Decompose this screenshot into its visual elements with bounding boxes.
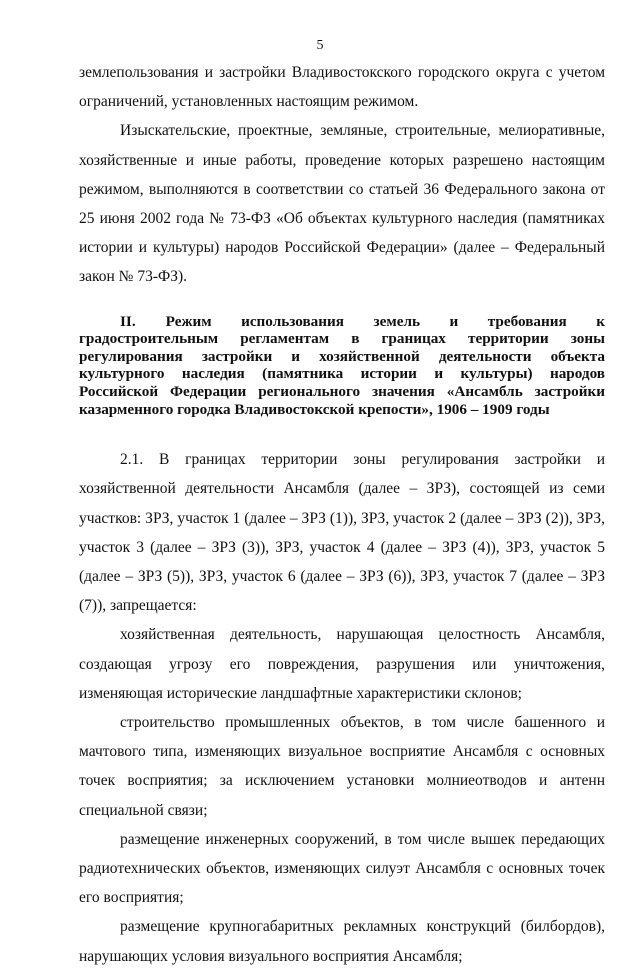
paragraph-survey-works: Изыскательские, проектные, земляные, строительные, мелиоративные, хозяйственные и иные работы, проведение которых разрешено настоящим режимом, выполняются в соответствии со статьей 36 Федерального закона от 25 июня 2002 года № 73-ФЗ «Об объектах культурного наследия (памятниках истории и культуры) народов Российской Федерации» (далее – Федеральный закон № 73-ФЗ). — [79, 122, 605, 286]
paragraph-prohibition-engineering-structures: размещение инженерных сооружений, в том числе вышек передающих радиотехнических объектов, изменяющих силуэт Ансамбля с основных точек его восприятия; — [79, 830, 605, 907]
section-title: Режим использования земель и требования к градостроительным регламентам в границах территории зоны регулирования застройки и хозяйственной деятельности объекта культурного наследия (памятника истории и культуры) народов Российской Федерации регионального значения «Ансамбль застройки казарменного городка Владивостокской крепости», 1906 – 1909 годы — [79, 312, 605, 418]
paragraph-continuation: землепользования и застройки Владивостокского городского округа с учетом ограничений, установленных настоящим режимом. — [79, 64, 605, 111]
page-number: 5 — [316, 38, 324, 53]
document-body — [79, 58, 605, 971]
paragraph-clause-2-1: 2.1. В границах территории зоны регулирования застройки и хозяйственной деятельности Ансамбля (далее – ЗРЗ), состоящей из семи участков: ЗРЗ, участок 1 (далее – ЗРЗ (1)), ЗРЗ, участок 2 (далее – ЗРЗ (2)), ЗРЗ, участок 3 (далее – ЗРЗ (3)), ЗРЗ, участок 4 (далее – ЗРЗ (4)), ЗРЗ, участок 5 (далее – ЗРЗ (5)), ЗРЗ, участок 6 (далее – ЗРЗ (6)), ЗРЗ, участок 7 (далее – ЗРЗ (7)), запрещается: — [79, 451, 605, 615]
paragraph-prohibition-billboards: размещение крупногабаритных рекламных конструкций (билбордов), нарушающих условия визуального восприятия Ансамбля; — [79, 918, 605, 965]
paragraph-prohibition-economic-activity: хозяйственная деятельность, нарушающая целостность Ансамбля, создающая угрозу его повреждения, разрушения или уничтожения, изменяющая исторические ландшафтные характеристики склонов; — [79, 626, 605, 702]
section-number: II. — [120, 312, 136, 330]
paragraph-prohibition-industrial-construction: строительство промышленных объектов, в том числе башенного и мачтового типа, изменяющих визуальное восприятие Ансамбля с основных точек восприятия; за исключением установки молниеотводов и антенн специальной связи; — [79, 714, 605, 819]
section-heading — [79, 313, 605, 419]
